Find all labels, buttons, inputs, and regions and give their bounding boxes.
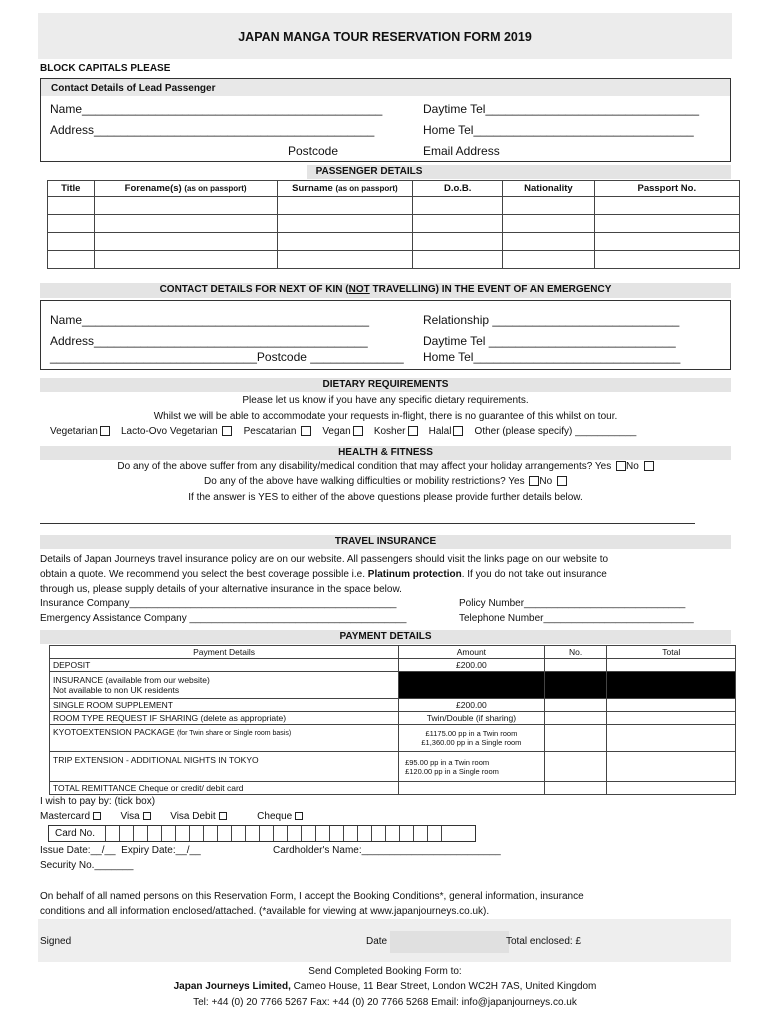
dietary-heading: DIETARY REQUIREMENTS	[322, 379, 449, 390]
payment-col-total: Total	[607, 646, 736, 659]
kin-postcode-field[interactable]: _______________________________Postcode ______________	[50, 350, 404, 364]
card-digit-cells[interactable]	[105, 826, 455, 841]
col-dob: D.o.B.	[413, 181, 503, 197]
security-number-field[interactable]: Security No._______	[40, 860, 134, 871]
lead-daytime-tel-field[interactable]: Daytime Tel________________________________	[423, 102, 700, 116]
diet-lacto-ovo[interactable]: Lacto-Ovo Vegetarian	[121, 426, 233, 437]
dietary-line2: Whilst we will be able to accommodate your requests in-flight, there is no guarantee of this whilst on tour.	[153, 411, 618, 422]
kin-name-field[interactable]: Name___________________________________________	[50, 313, 369, 327]
checkbox-icon	[301, 426, 311, 436]
lead-home-tel-label: Home Tel	[423, 123, 474, 137]
payment-col-amount: Amount	[399, 646, 545, 659]
pay-visa-debit[interactable]: Visa Debit	[170, 811, 226, 822]
payment-row-room-type[interactable]: ROOM TYPE REQUEST IF SHARING (delete as appropriate) Twin/Double (if sharing)	[50, 712, 736, 725]
lead-address-field[interactable]: Address__________________________________________	[50, 123, 375, 137]
checkbox-icon	[453, 426, 463, 436]
kin-name-label: Name	[50, 313, 83, 327]
passenger-row[interactable]	[48, 215, 740, 233]
declaration-line2: conditions and all information enclosed/attached. (*available for viewing at www.japanjourneys.co.uk).	[40, 906, 490, 917]
dietary-line1: Please let us know if you have any specific dietary requirements.	[242, 395, 529, 406]
health-details-line[interactable]	[40, 523, 695, 524]
kin-relationship-field[interactable]: Relationship ____________________________	[423, 313, 680, 327]
insurance-line3: through us, please supply details of your alternative insurance in the space below.	[40, 584, 402, 595]
insurance-line1: Details of Japan Journeys travel insurance policy are on our website. All passengers should visit the links page on our website to	[40, 554, 609, 565]
kin-postcode-label: Postcode	[256, 350, 307, 364]
payment-row-single-supplement[interactable]: SINGLE ROOM SUPPLEMENT £200.00	[50, 699, 736, 712]
checkbox-icon	[353, 426, 363, 436]
payment-table-header	[50, 646, 736, 659]
footer-address: Japan Journeys Limited, Cameo House, 11 Bear Street, London WC2H 7AS, United Kingdom	[173, 981, 597, 992]
kin-address-field[interactable]: Address_________________________________________	[50, 334, 368, 348]
telephone-number-field[interactable]: Telephone Number___________________________	[459, 613, 694, 624]
passenger-row[interactable]	[48, 251, 740, 269]
passenger-row[interactable]	[48, 233, 740, 251]
checkbox-icon	[93, 812, 101, 820]
policy-number-label: Policy Number	[459, 598, 525, 609]
lead-name-label: Name	[50, 102, 83, 116]
kin-home-tel-field[interactable]: Home Tel_______________________________	[423, 350, 681, 364]
lead-address-label: Address	[50, 123, 95, 137]
payment-row-kyoto[interactable]: KYOTOEXTENSION PACKAGE (for Twin share or Single room basis) £1175.00 pp in a Twin room £1,360.00 pp in a Single room	[50, 725, 736, 752]
blacked-out-cell	[607, 672, 736, 699]
lead-postcode-label[interactable]: Postcode	[288, 144, 339, 158]
insurance-company-field[interactable]: Insurance Company________________________________________________	[40, 598, 397, 609]
diet-vegan[interactable]: Vegan	[322, 426, 362, 437]
kin-daytime-tel-label: Daytime Tel	[423, 334, 486, 348]
lead-name-field[interactable]: Name_____________________________________________	[50, 102, 383, 116]
pay-methods	[40, 811, 303, 822]
issue-expiry-row[interactable]	[40, 845, 201, 856]
kin-address-label: Address	[50, 334, 95, 348]
date-input-shade[interactable]	[390, 931, 509, 953]
cardholder-field[interactable]: Cardholder's Name:_________________________	[273, 845, 501, 856]
payment-row-insurance[interactable]: INSURANCE (available from our website) Not available to non UK residents	[50, 672, 736, 699]
health-heading: HEALTH & FITNESS	[338, 447, 433, 458]
block-capitals-note: BLOCK CAPITALS PLEASE	[40, 63, 171, 74]
kin-home-tel-label: Home Tel	[423, 350, 474, 364]
expiry-date-label: Expiry Date:__/__	[121, 845, 201, 856]
yes-checkbox-icon[interactable]	[529, 476, 539, 486]
passenger-table-header	[48, 181, 740, 197]
emergency-company-label: Emergency Assistance Company	[40, 613, 187, 624]
col-forename: Forename(s) (as on passport)	[94, 181, 277, 197]
payment-col-details: Payment Details	[50, 646, 399, 659]
lead-daytime-tel-label: Daytime Tel	[423, 102, 486, 116]
pay-by-prompt: I wish to pay by: (tick box)	[40, 796, 156, 807]
checkbox-icon	[219, 812, 227, 820]
passenger-table	[47, 180, 740, 269]
footer-send: Send Completed Booking Form to:	[308, 966, 462, 977]
insurance-line2: obtain a quote. We recommend you select the best coverage possible i.e. Platinum protection. If you do not take out insurance	[40, 569, 607, 580]
diet-vegetarian[interactable]: Vegetarian	[50, 426, 110, 437]
no-checkbox-icon[interactable]	[557, 476, 567, 486]
payment-row-tokyo-extension[interactable]: TRIP EXTENSION - ADDITIONAL NIGHTS IN TOKYO £95.00 pp in a Twin room £120.00 pp in a Single room	[50, 752, 736, 782]
pay-cheque[interactable]: Cheque	[257, 811, 303, 822]
payment-col-no: No.	[544, 646, 607, 659]
col-title: Title	[48, 181, 95, 197]
payment-row-total[interactable]: TOTAL REMITTANCE Cheque or credit/ debit card	[50, 782, 736, 795]
checkbox-icon	[408, 426, 418, 436]
health-q2: Do any of the above have walking difficulties or mobility restrictions? Yes No	[40, 476, 731, 487]
payment-table	[49, 645, 736, 795]
blacked-out-cell	[399, 672, 545, 699]
lead-heading: Contact Details of Lead Passenger	[51, 83, 216, 94]
pay-visa[interactable]: Visa	[120, 811, 150, 822]
col-passport: Passport No.	[594, 181, 739, 197]
insurance-company-label: Insurance Company	[40, 598, 130, 609]
health-q1: Do any of the above suffer from any disability/medical condition that may affect your holiday arrangements? Yes No	[40, 461, 731, 472]
policy-number-field[interactable]: Policy Number_____________________________	[459, 598, 686, 609]
telephone-number-label: Telephone Number	[459, 613, 544, 624]
payment-heading: PAYMENT DETAILS	[339, 631, 432, 642]
date-label: Date	[366, 936, 388, 947]
col-surname: Surname (as on passport)	[277, 181, 413, 197]
card-number-label: Card No.	[55, 828, 96, 839]
diet-kosher[interactable]: Kosher	[374, 426, 418, 437]
pay-mastercard[interactable]: Mastercard	[40, 811, 101, 822]
footer-contact: Tel: +44 (0) 20 7766 5267 Fax: +44 (0) 20 7766 5268 Email: info@japanjourneys.co.uk	[193, 997, 577, 1008]
passenger-heading: PASSENGER DETAILS	[315, 166, 423, 177]
diet-other[interactable]: Other (please specify) ___________	[474, 426, 637, 437]
health-q3: If the answer is YES to either of the above questions please provide further details below.	[188, 492, 583, 503]
checkbox-icon	[100, 426, 110, 436]
issue-date-label: Issue Date:__/__	[40, 845, 116, 856]
checkbox-icon	[222, 426, 232, 436]
yes-checkbox-icon[interactable]	[616, 461, 626, 471]
signed-label[interactable]: Signed	[40, 936, 72, 947]
kin-heading: CONTACT DETAILS FOR NEXT OF KIN (NOT TRAVELLING) IN THE EVENT OF AN EMERGENCY	[159, 284, 612, 295]
page-title: JAPAN MANGA TOUR RESERVATION FORM 2019	[238, 30, 532, 44]
diet-halal[interactable]: Halal	[429, 426, 464, 437]
payment-row-deposit[interactable]: DEPOSIT £200.00	[50, 659, 736, 672]
emergency-company-field[interactable]: Emergency Assistance Company _______________________________________	[40, 613, 407, 624]
declaration-line1: On behalf of all named persons on this Reservation Form, I accept the Booking Conditions*, general information, insurance	[40, 891, 584, 902]
lead-email-label[interactable]: Email Address	[423, 144, 500, 158]
blacked-out-cell	[544, 672, 607, 699]
no-checkbox-icon[interactable]	[644, 461, 654, 471]
diet-pescatarian[interactable]: Pescatarian	[244, 426, 312, 437]
checkbox-icon	[295, 812, 303, 820]
card-number-box[interactable]	[48, 825, 476, 842]
checkbox-icon	[143, 812, 151, 820]
total-enclosed-label[interactable]: Total enclosed: £	[506, 936, 582, 947]
dietary-options	[50, 426, 636, 437]
col-nationality: Nationality	[503, 181, 594, 197]
insurance-heading: TRAVEL INSURANCE	[334, 536, 437, 547]
passenger-row[interactable]	[48, 197, 740, 215]
kin-daytime-tel-field[interactable]: Daytime Tel ____________________________	[423, 334, 676, 348]
lead-home-tel-field[interactable]: Home Tel_________________________________	[423, 123, 694, 137]
kin-relationship-label: Relationship	[423, 313, 490, 327]
